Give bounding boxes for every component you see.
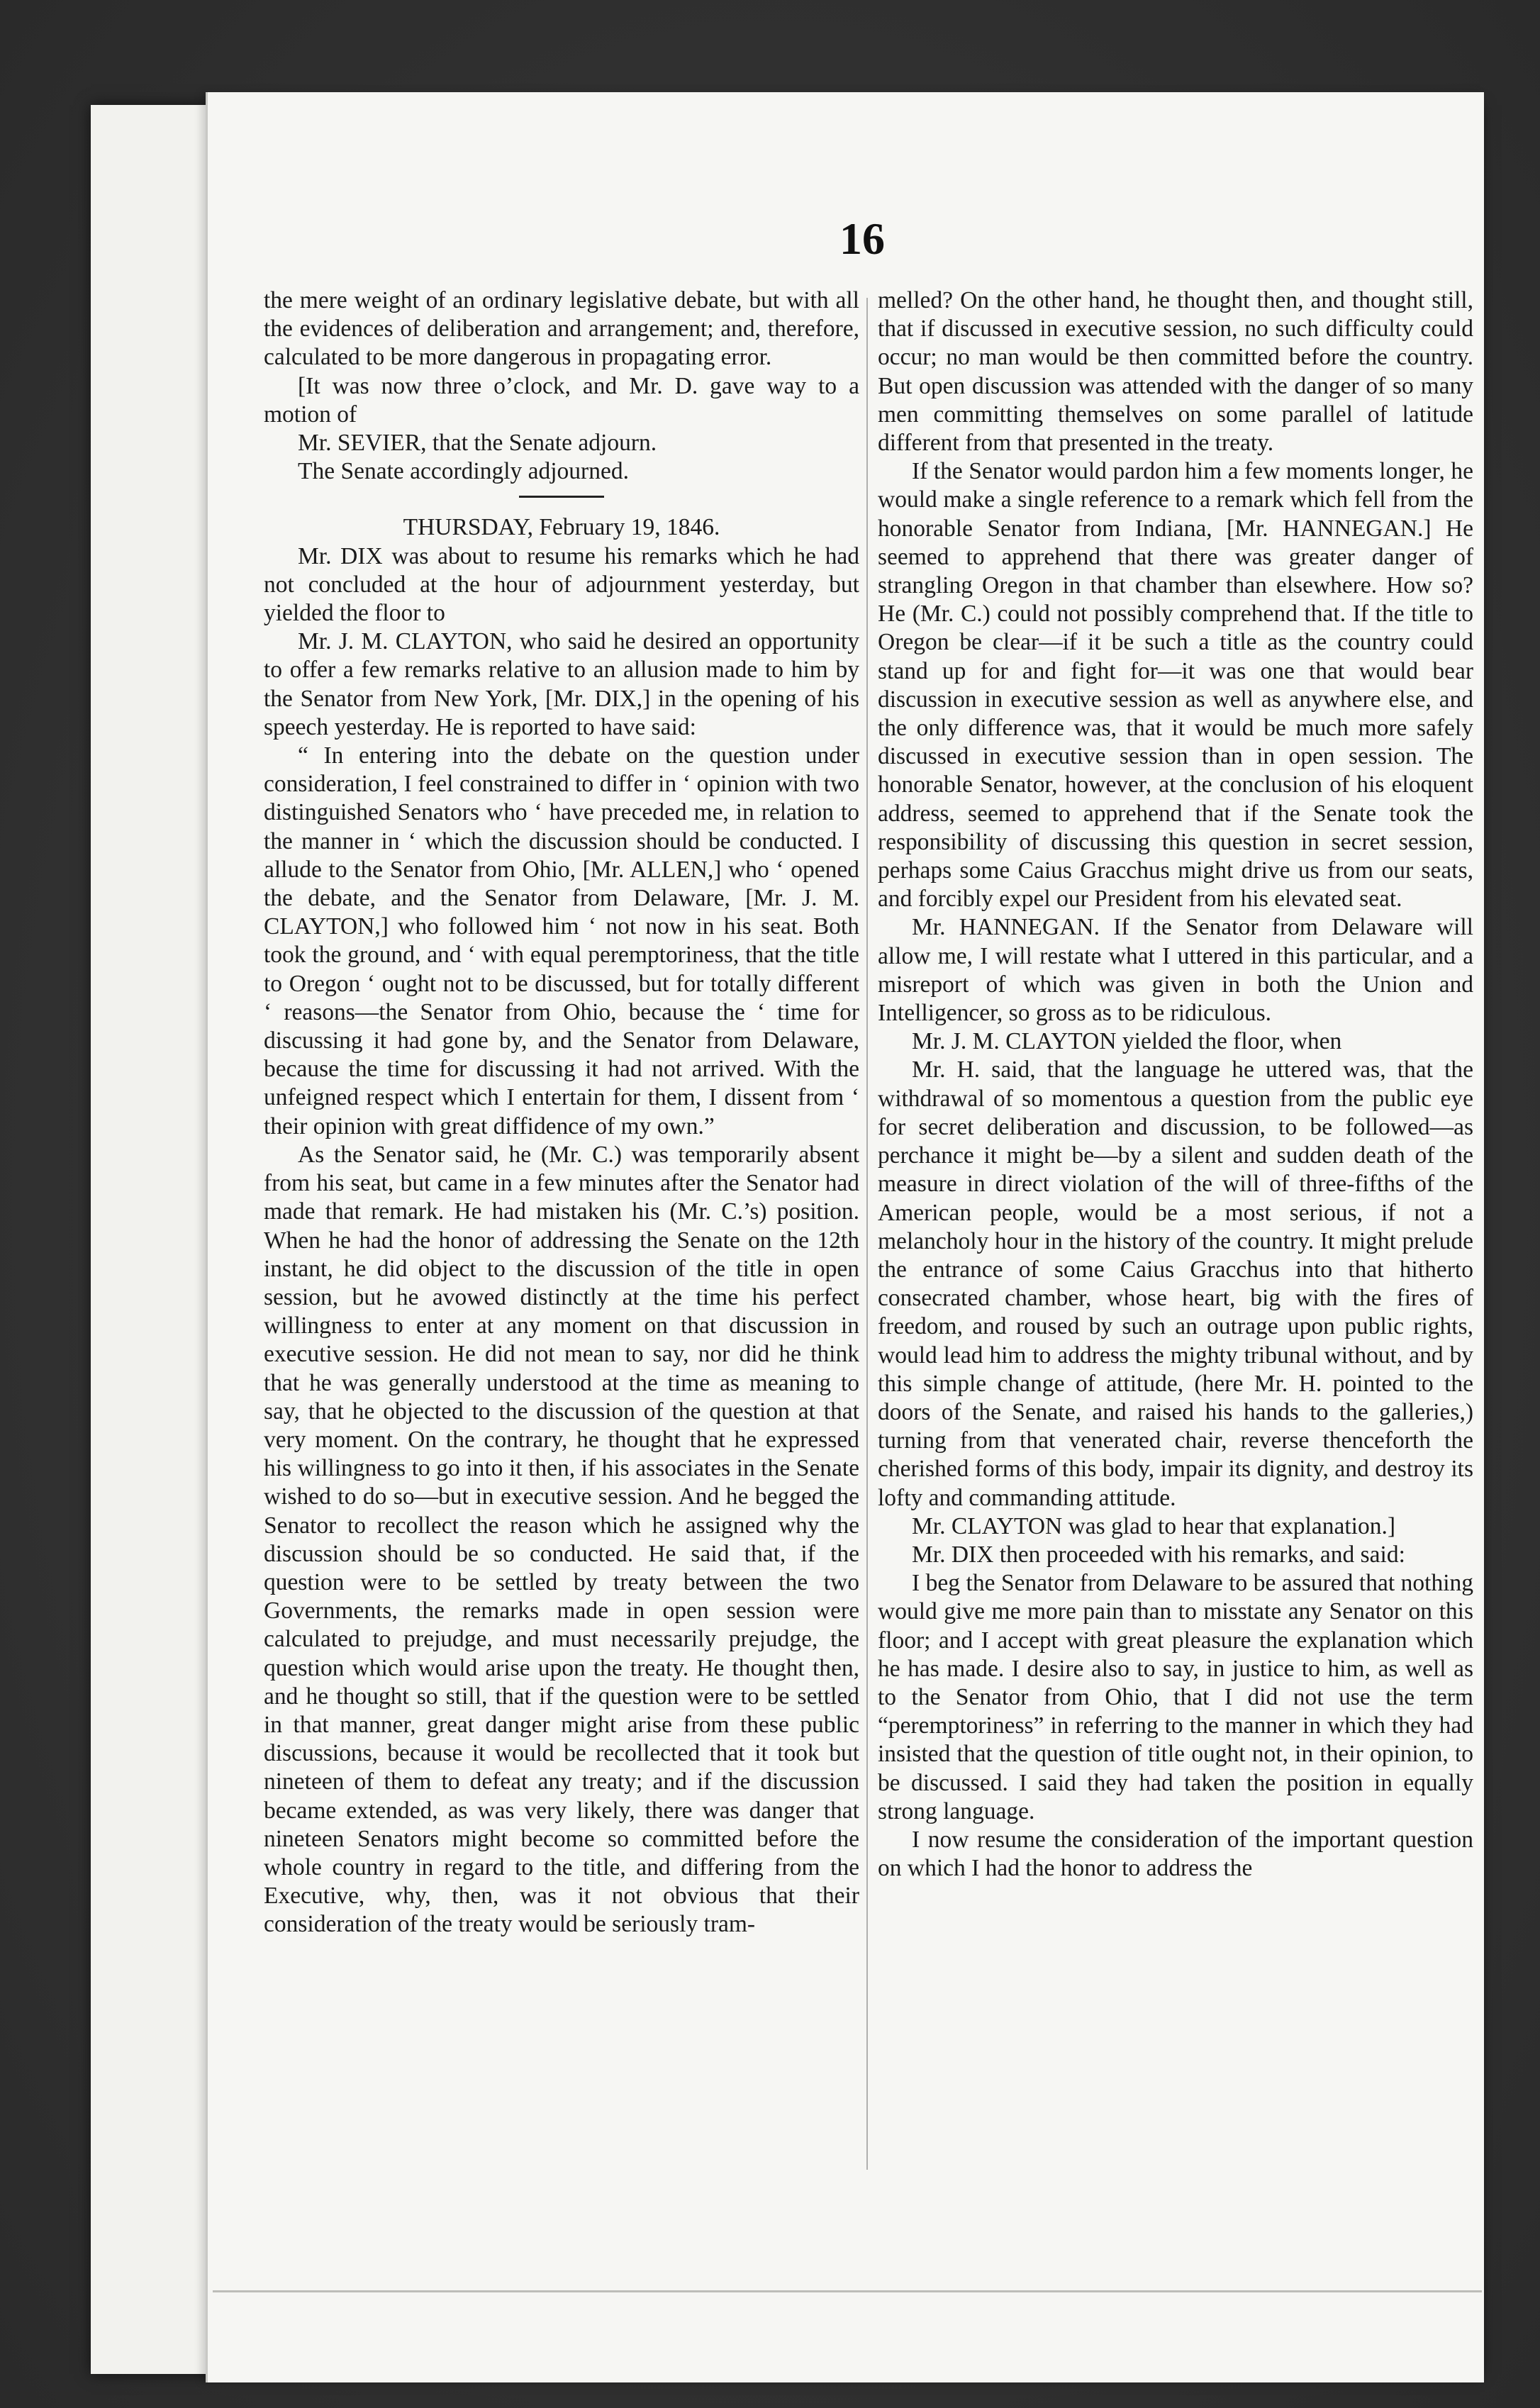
right-text-column	[878, 286, 1473, 1883]
left-text-column	[264, 286, 859, 1939]
paragraph: Mr. H. said, that the language he uttered was, that the withdrawal of so momentous a question from the public eye for secret deliberation and discussion, to be followed—as perchance it might be—by a silent and sudden death of the measure in direct violation of the will of three-fifths of the American people, would be a most serious, if not a melancholy hour in the history of the country. It might prelude the entrance of some Caius Gracchus into that hitherto consecrated chamber, whose heart, big with the fires of freedom, and roused by such an outrage upon public rights, would lead him to address the mighty tribunal without, and by this simple change of attitude, (here Mr. H. pointed to the doors of the Senate, and raised his hands to the galleries,) turning from that venerated chair, reverse thenceforth the cherished forms of this body, impair its dignity, and destroy its lofty and commanding attitude.	[878, 1057, 1473, 1511]
paragraph: As the Senator said, he (Mr. C.) was temporarily absent from his seat, but came in a few minutes after the Senator had made that remark. He had mistaken his (Mr. C.’s) position. When he had the honor of addressing the Senate on the 12th instant, he did object to the discussion of the title in open session, but he avowed distinctly at the time his perfect willingness to enter at any moment on that discussion in executive session. He did not mean to say, nor did he think that he was generally understood at the time as meaning to say, that he objected to the discussion of the question at that very moment. On the contrary, he thought that he expressed his willingness to go into it then, if his associates in the Senate wished to do so—but in executive session. And he begged the Senator to recollect the reason which he assigned why the discussion should be so conducted. He said that, if the question were to be settled by treaty between the two Governments, the remarks made in open session were calculated to prejudge, and must necessarily prejudge, the question which would arise upon the treaty. He thought then, and he thought so still, that if the question were to be settled in that manner, great danger might arise from these public discussions, because it would be recollected that it took but nineteen of them to defeat any treaty; and if the discussion became extended, as was very likely, there was danger that nineteen Senators might become so committed before the whole country in regard to the title, and differing from the Executive, why, then, was it not obvious that their consideration of the treaty would be seriously tram-	[264, 1141, 859, 1938]
paragraph: Mr. DIX then proceeded with his remarks, and said:	[912, 1541, 1405, 1568]
paragraph: Mr. SEVIER, that the Senate adjourn.	[298, 430, 657, 457]
paragraph: Mr. HANNEGAN. If the Senator from Delaware will allow me, I will restate what I uttered in this particular, and a misreport of which was given in both the Union and Intelligencer, so gross as to be ridiculous.	[878, 914, 1473, 1027]
column-divider	[866, 298, 868, 2170]
paragraph: If the Senator would pardon him a few moments longer, he would make a single reference to a remark which fell from the honorable Senator from Indiana, [Mr. HANNEGAN.] He seemed to apprehend that there was greater danger of strangling Oregon in that chamber than elsewhere. How so? He (Mr. C.) could not possibly comprehend that. If the title to Oregon be clear—if it be such a title as the country could stand up for and fight for—it was one that would bear discussion in executive session as well as anywhere else, and the only difference was, that it would be much more safely discussed in executive session than in open session. The honorable Senator, however, at the conclusion of his eloquent address, seemed to apprehend that if the Senate took the responsibility of discussing this question in secret session, perhaps some Caius Gracchus might drive us from our seats, and forcibly expel our President from his elevated seat.	[878, 458, 1473, 913]
paragraph: Mr. CLAYTON was glad to hear that explanation.]	[912, 1512, 1395, 1539]
section-dateline: THURSDAY, February 19, 1846.	[403, 514, 720, 541]
paragraph: Mr. J. M. CLAYTON, who said he desired an opportunity to offer a few remarks relative to an allusion made to him by the Senator from New York, [Mr. DIX,] in the opening of his speech yesterday. He is reported to have said:	[264, 628, 859, 740]
paragraph: melled? On the other hand, he thought then, and thought still, that if discussed in executive session, no such difficulty could occur; no man would be then committed before the country. But open discussion was attended with the danger of so many men committing themselves on some parallel of latitude different from that presented in the treaty.	[878, 287, 1473, 457]
paragraph: I beg the Senator from Delaware to be assured that nothing would give me more pain than to misstate any Senator on this floor; and I accept with great pleasure the explanation which he has made. I desire also to say, in justice to him, as well as to the Senator from Ohio, that I did not use the term “peremptoriness” in referring to the manner in which they had insisted that the question of title ought not, in their opinion, to be discussed. I said they had taken the position in equally strong language.	[878, 1570, 1473, 1824]
page-bottom-edge	[213, 2290, 1482, 2292]
paragraph: I now resume the consideration of the important question on which I had the honor to address the	[878, 1826, 1473, 1882]
paragraph: [It was now three o’clock, and Mr. D. gave way to a motion of	[264, 372, 859, 428]
page-number: 16	[839, 213, 885, 264]
paragraph: Mr. J. M. CLAYTON yielded the floor, when	[912, 1028, 1342, 1055]
paragraph: The Senate accordingly adjourned.	[298, 458, 629, 485]
paragraph: “ In entering into the debate on the question under consideration, I feel constrained to differ in ‘ opinion with two distinguished Senators who ‘ have preceded me, in relation to the manner in ‘ which the discussion should be conducted. I allude to the Senator from Ohio, [Mr. ALLEN,] who ‘ opened the debate, and the Senator from Delaware, [Mr. J. M. CLAYTON,] who followed him ‘ not now in his seat. Both took the ground, and ‘ with equal peremptoriness, that the title to Oregon ‘ ought not to be discussed, but for totally different ‘ reasons—the Senator from Ohio, because the ‘ time for discussing it had gone by, and the Senator from Delaware, because the time for discussing it had not arrived. With the unfeigned respect which I entertain for them, I dissent from ‘ their opinion with great diffidence of my own.”	[264, 742, 859, 1139]
section-rule	[519, 496, 604, 498]
paragraph: the mere weight of an ordinary legislative debate, but with all the evidences of deliberation and arrangement; and, therefore, calculated to be more dangerous in propagating error.	[264, 287, 859, 371]
paragraph: Mr. DIX was about to resume his remarks which he had not concluded at the hour of adjournment yesterday, but yielded the floor to	[264, 542, 859, 627]
